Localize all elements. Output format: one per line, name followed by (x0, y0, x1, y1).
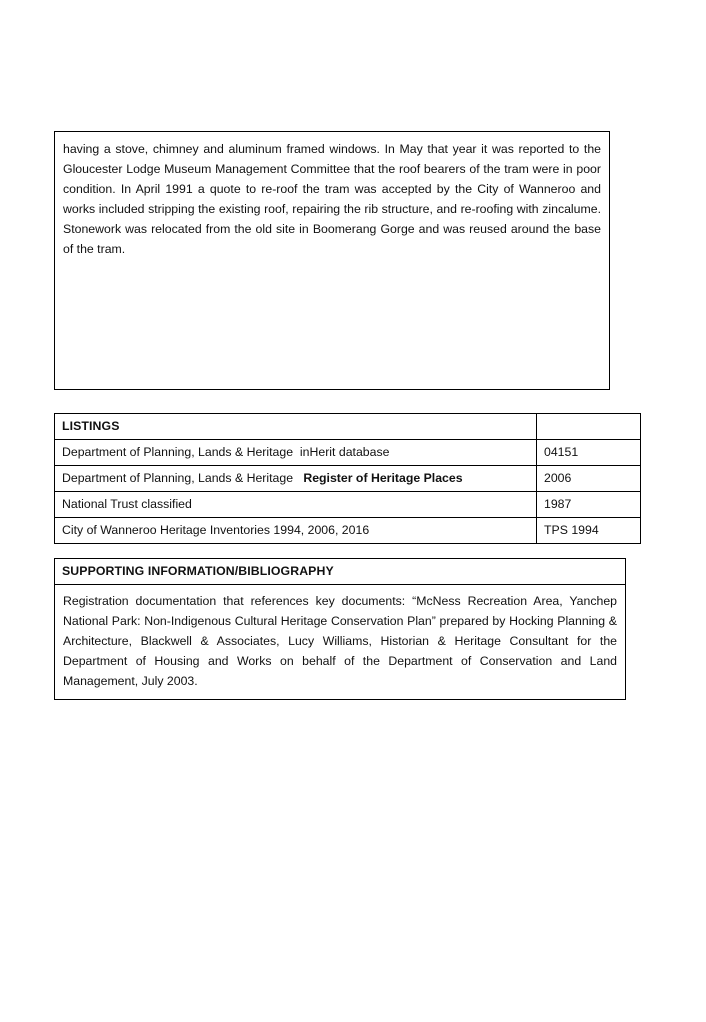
listings-row-label-plain: City of Wanneroo Heritage Inventories 1994, 2006, 2016 (62, 523, 370, 537)
listings-heading-value (537, 414, 641, 440)
listings-row-value: TPS 1994 (537, 518, 641, 544)
table-row (55, 585, 626, 700)
table-row (55, 518, 641, 544)
table-row (55, 440, 641, 466)
narrative-text-box (54, 131, 610, 390)
listings-row-label-bold: Register of Heritage Places (303, 471, 463, 485)
narrative-paragraph: having a stove, chimney and aluminum framed windows. In May that year it was reported to the Gloucester Lodge Museum Management Committee that the roof bearers of the tram were in poor condition. In April 1991 a quote to re-roof the tram was accepted by the City of Wanneroo and works included stripping the existing roof, repairing the rib structure, and re-roofing with zincalume. Stonework was relocated from the old site in Boomerang Gorge and was reused around the base of the tram. (63, 142, 601, 256)
listings-heading: LISTINGS (55, 414, 537, 440)
table-row (55, 466, 641, 492)
listings-row-label (55, 492, 537, 518)
supporting-header-row (55, 559, 626, 585)
listings-row-label (55, 440, 537, 466)
supporting-information-table (54, 558, 626, 700)
listings-row-label (55, 466, 537, 492)
listings-row-label-plain: National Trust classified (62, 497, 192, 511)
listings-row-value: 2006 (537, 466, 641, 492)
listings-header-row (55, 414, 641, 440)
listings-row-value: 04151 (537, 440, 641, 466)
listings-row-value: 1987 (537, 492, 641, 518)
listings-table-body (55, 414, 641, 544)
table-row (55, 492, 641, 518)
listings-row-label (55, 518, 537, 544)
supporting-information-table-body (55, 559, 626, 700)
listings-row-label-plain: Department of Planning, Lands & Heritage (62, 445, 294, 459)
listings-row-label-plain: Department of Planning, Lands & Heritage (62, 471, 294, 485)
supporting-information-body: Registration documentation that references key documents: “McNess Recreation Area, Yanchep National Park: Non-Indigenous Cultural Heritage Conservation Plan” prepared by Hocking Planning & Architecture, Blackwell & Associates, Lucy Williams, Historian & Heritage Consultant for the Department of Housing and Works on behalf of the Department of Conservation and Land Management, July 2003. (55, 585, 626, 700)
supporting-information-heading: SUPPORTING INFORMATION/BIBLIOGRAPHY (55, 559, 626, 585)
listings-row-label-suffix: inHerit database (299, 445, 390, 459)
listings-table (54, 413, 641, 544)
